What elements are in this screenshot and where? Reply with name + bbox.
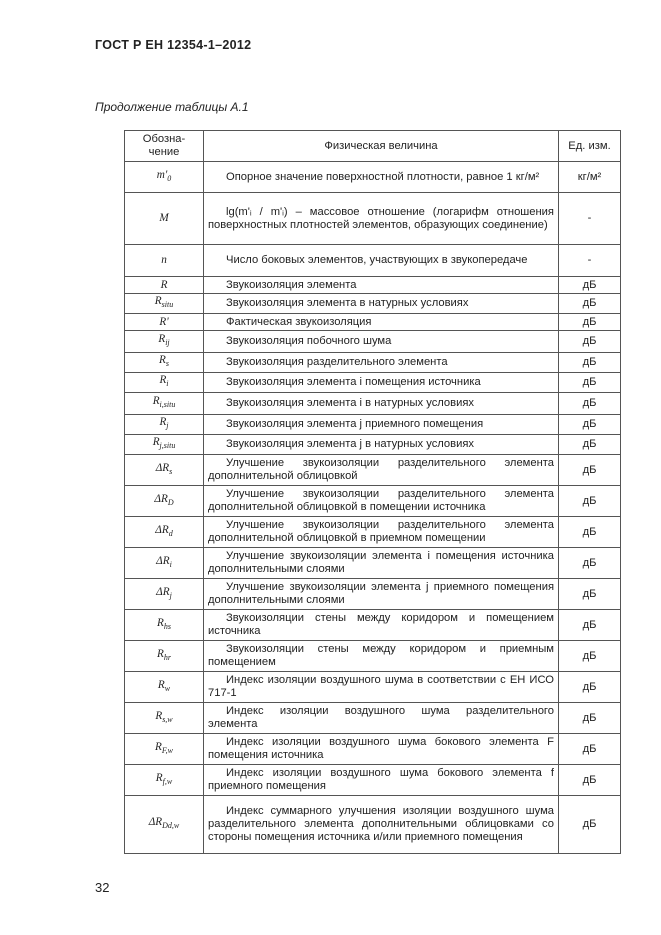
- symbol-subscript: j: [169, 591, 172, 601]
- table-row: [125, 294, 621, 314]
- row-unit: дБ: [559, 415, 621, 435]
- row-description: Звукоизоляция элемента j в натурных условиях: [204, 435, 559, 455]
- symbol-main: R: [159, 416, 167, 429]
- table-row: [125, 393, 621, 415]
- symbol-subscript: Dd,w: [162, 821, 180, 831]
- row-description: Звукоизоляция элемента в натурных условиях: [204, 294, 559, 314]
- row-symbol: [125, 796, 204, 854]
- symbol-main: R: [159, 374, 167, 387]
- row-unit: дБ: [559, 703, 621, 734]
- row-unit: дБ: [559, 435, 621, 455]
- symbol-main: R: [155, 709, 163, 722]
- symbol-main: R: [154, 295, 162, 308]
- row-unit: дБ: [559, 672, 621, 703]
- row-symbol: [125, 277, 204, 294]
- row-description: Улучшение звукоизоляции разделительного элемента дополнительной облицовкой в помещении источника: [204, 486, 559, 517]
- table-row: [125, 517, 621, 548]
- symbol-main: R: [155, 771, 163, 784]
- row-symbol: [125, 672, 204, 703]
- row-symbol: [125, 579, 204, 610]
- row-description: Индекс изоляции воздушного шума разделительного элемента: [204, 703, 559, 734]
- symbol-main: ΔR: [154, 492, 168, 505]
- table-row: [125, 245, 621, 277]
- row-symbol: [125, 331, 204, 353]
- table-caption: Продолжение таблицы А.1: [95, 100, 249, 114]
- row-symbol: [125, 548, 204, 579]
- row-description: lg(m'ᵢ / m'ᵢ) – массовое отношение (логарифм отношения поверхностных плотностей элементов, образующих соединение): [204, 193, 559, 245]
- table-row: [125, 548, 621, 579]
- row-unit: дБ: [559, 277, 621, 294]
- row-description: Звукоизоляция разделительного элемента: [204, 353, 559, 373]
- row-unit: дБ: [559, 455, 621, 486]
- row-description: Улучшение звукоизоляции элемента i помещения источника дополнительными слоями: [204, 548, 559, 579]
- table-row: [125, 193, 621, 245]
- row-unit: дБ: [559, 796, 621, 854]
- row-symbol: [125, 393, 204, 415]
- row-symbol: [125, 373, 204, 393]
- row-description: Улучшение звукоизоляции разделительного элемента дополнительной облицовкой в приемном помещении: [204, 517, 559, 548]
- row-unit: дБ: [559, 314, 621, 331]
- row-description: Индекс изоляции воздушного шума в соответствии с ЕН ИСО 717-1: [204, 672, 559, 703]
- symbol-subscript: hr: [163, 653, 171, 663]
- row-symbol: [125, 455, 204, 486]
- table-row: [125, 703, 621, 734]
- symbol-main: ΔR: [155, 523, 169, 536]
- row-description: Звукоизоляция элемента i помещения источника: [204, 373, 559, 393]
- symbol-subscript: F,w: [161, 746, 174, 756]
- symbol-subscript: i: [169, 560, 172, 570]
- row-symbol: [125, 641, 204, 672]
- row-symbol: [125, 162, 204, 193]
- header-symbol: Обозна-чение: [125, 131, 204, 162]
- symbol-main: ΔR: [148, 816, 163, 829]
- row-description: Звукоизоляция побочного шума: [204, 331, 559, 353]
- symbol-main: n: [161, 254, 167, 266]
- row-unit: дБ: [559, 331, 621, 353]
- row-unit: дБ: [559, 353, 621, 373]
- row-description: Звукоизоляция элемента: [204, 277, 559, 294]
- row-unit: дБ: [559, 579, 621, 610]
- table-row: [125, 734, 621, 765]
- row-symbol: [125, 435, 204, 455]
- table-row: [125, 796, 621, 854]
- table-row: [125, 641, 621, 672]
- row-unit: дБ: [559, 393, 621, 415]
- table-row: [125, 415, 621, 435]
- table-row: [125, 486, 621, 517]
- row-unit: -: [559, 245, 621, 277]
- row-unit: дБ: [559, 765, 621, 796]
- symbol-subscript: w: [164, 684, 171, 694]
- document-header: ГОСТ Р ЕН 12354-1–2012: [95, 38, 252, 52]
- table-row: [125, 672, 621, 703]
- symbol-main: R: [158, 333, 166, 346]
- row-unit: дБ: [559, 641, 621, 672]
- row-description: Опорное значение поверхностной плотности, равное 1 кг/м²: [204, 162, 559, 193]
- symbol-subscript: i,situ: [159, 400, 176, 410]
- row-description: Индекс изоляции воздушного шума бокового элемента F помещения источника: [204, 734, 559, 765]
- symbol-main: R: [160, 278, 168, 291]
- page-number: 32: [95, 880, 110, 895]
- symbol-subscript: s: [169, 467, 173, 477]
- symbol-main: R: [157, 647, 164, 660]
- row-symbol: [125, 703, 204, 734]
- row-symbol: [125, 353, 204, 373]
- row-symbol: [125, 765, 204, 796]
- table-row: [125, 162, 621, 193]
- table-row: [125, 373, 621, 393]
- row-symbol: [125, 734, 204, 765]
- table-row: [125, 353, 621, 373]
- symbol-subscript: ij: [165, 338, 170, 348]
- row-unit: дБ: [559, 610, 621, 641]
- symbol-main: ΔR: [156, 585, 170, 598]
- symbol-main: m': [156, 168, 168, 181]
- symbol-main: ΔR: [155, 461, 170, 474]
- row-description: Улучшение звукоизоляции элемента j приемного помещения дополнительными слоями: [204, 579, 559, 610]
- symbol-subscript: 0: [167, 174, 172, 184]
- table-row: [125, 610, 621, 641]
- symbol-subscript: s,w: [162, 715, 173, 725]
- table-row: [125, 455, 621, 486]
- table-row: [125, 579, 621, 610]
- symbol-main: R: [157, 678, 165, 691]
- symbol-subscript: s: [165, 359, 169, 369]
- symbol-subscript: D: [167, 498, 174, 508]
- row-description: Звукоизоляции стены между коридором и помещением источника: [204, 610, 559, 641]
- header-quantity: Физическая величина: [204, 131, 559, 162]
- row-unit: дБ: [559, 517, 621, 548]
- table-row: [125, 314, 621, 331]
- row-symbol: [125, 486, 204, 517]
- table-row: [125, 331, 621, 353]
- header-unit: Ед. изм.: [559, 131, 621, 162]
- row-unit: дБ: [559, 734, 621, 765]
- symbol-main: R': [159, 315, 169, 328]
- symbol-subscript: j: [166, 421, 169, 431]
- symbol-main: ΔR: [156, 554, 170, 567]
- row-description: Звукоизоляция элемента j приемного помещения: [204, 415, 559, 435]
- symbol-main: R: [154, 740, 162, 753]
- row-unit: дБ: [559, 373, 621, 393]
- symbol-subscript: f,w: [162, 777, 173, 787]
- symbol-subscript: situ: [161, 300, 174, 310]
- row-unit: дБ: [559, 486, 621, 517]
- table-header-row: [125, 131, 621, 162]
- row-unit: дБ: [559, 294, 621, 314]
- table-row: [125, 277, 621, 294]
- row-unit: -: [559, 193, 621, 245]
- row-symbol: [125, 245, 204, 277]
- row-symbol: [125, 610, 204, 641]
- symbol-main: M: [159, 212, 169, 224]
- symbol-subscript: hs: [163, 622, 171, 632]
- row-symbol: [125, 294, 204, 314]
- row-description: Звукоизоляция элемента i в натурных условиях: [204, 393, 559, 415]
- row-description: Звукоизоляции стены между коридором и приемным помещением: [204, 641, 559, 672]
- table-row: [125, 765, 621, 796]
- row-symbol: [125, 415, 204, 435]
- row-symbol: [125, 314, 204, 331]
- symbol-main: R: [159, 354, 166, 367]
- row-description: Число боковых элементов, участвующих в звукопередаче: [204, 245, 559, 277]
- table-row: [125, 435, 621, 455]
- symbols-table: [124, 130, 621, 854]
- row-symbol: [125, 193, 204, 245]
- symbol-subscript: d: [168, 529, 173, 539]
- row-unit: кг/м²: [559, 162, 621, 193]
- symbol-main: R: [157, 616, 164, 629]
- row-description: Индекс изоляции воздушного шума бокового элемента f приемного помещения: [204, 765, 559, 796]
- row-description: Индекс суммарного улучшения изоляции воздушного шума разделительного элемента дополнительными облицовками со стороны помещения источника и/или приемного помещения: [204, 796, 559, 854]
- symbol-main: R: [152, 395, 160, 408]
- symbol-subscript: j,situ: [159, 441, 176, 451]
- symbol-subscript: i: [166, 379, 169, 389]
- row-description: Фактическая звукоизоляция: [204, 314, 559, 331]
- symbol-main: R: [152, 436, 160, 449]
- row-description: Улучшение звукоизоляции разделительного элемента дополнительной облицовкой: [204, 455, 559, 486]
- row-unit: дБ: [559, 548, 621, 579]
- row-symbol: [125, 517, 204, 548]
